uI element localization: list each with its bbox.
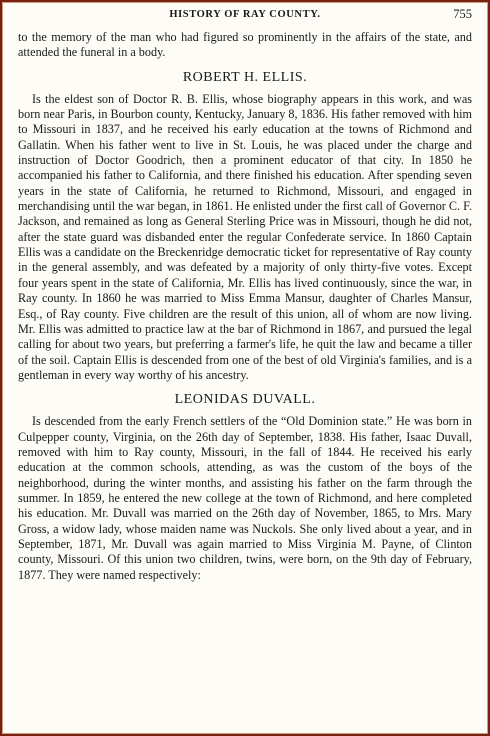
page-number: 755 [453, 7, 472, 21]
running-title: HISTORY OF RAY COUNTY. [169, 9, 321, 20]
running-header [18, 4, 472, 30]
section-body-leonidas-duvall: Is descended from the early French settlers of the “Old Dominion state.” He was born in Culpepper county, Virginia, on the 26th day of September, 1838. His father, Isaac Duvall, removed with him to Ray county, Missouri, in the fall of 1844. He received his early education at the common schools, attending, as was the custom of the boys of the neighborhood, during the winter months, and assisting his father on the farm through the summer. In 1859, he entered the new college at the town of Richmond, and here completed his education. Mr. Duvall was married on the 26th day of November, 1865, to Mrs. Mary Gross, a widow lady, whose maiden name was Nuckols. She only lived about a year, and in September, 1871, Mr. Duvall was again married to Miss Virginia M. Payne, of Clinton county, Missouri. Of this union two children, twins, were born, on the 9th day of February, 1877. They were named respectively: [18, 414, 472, 582]
section-body-robert-ellis: Is the eldest son of Doctor R. B. Ellis, whose biography appears in this work, and was born near Paris, in Bourbon county, Kentucky, January 8, 1836. His father removed with him to Missouri in 1837, and he received his early education at the towns of Richmond and Gallatin. When his father went to live in St. Louis, he was placed under the charge and instruction of Doctor Goodrich, then a prominent educator of that city. In 1850 he accompanied his father to California, and there finished his education. After spending seven years in the state of California, he returned to Richmond, Missouri, and engaged in merchandising until the war began, in 1861. He enlisted under the first call of Governor C. F. Jackson, and remained as long as General Sterling Price was in Missouri, though he did not, after the state guard was disbanded enter the regular Confederate service. In 1860 Captain Ellis was a candidate on the Breckenridge democratic ticket for representative of Ray county in the general assembly, and was defeated by a majority of only thirty-five votes. Except four years spent in the state of California, Mr. Ellis has lived continuously, since the war, in Ray county. In 1860 he was married to Miss Emma Mansur, daughter of Charles Mansur, Esq., of Ray county. Five children are the result of this union, all of whom are now living. Mr. Ellis was admitted to practice law at the bar of Richmond in 1867, and pursued the legal calling for about two years, but preferring a farmer's life, he quit the law and became a tiller of the soil. Captain Ellis is descended from one of the best of old Virginia's families, and is a gentleman in every way worthy of his ancestry. [18, 91, 472, 382]
intro-paragraph: to the memory of the man who had figured so prominently in the affairs of the state, and attended the funeral in a body. [18, 30, 472, 60]
section-heading-leonidas-duvall: LEONIDAS DUVALL. [174, 392, 316, 408]
book-page [18, 4, 472, 583]
section-heading-robert-ellis: ROBERT H. ELLIS. [182, 69, 308, 85]
